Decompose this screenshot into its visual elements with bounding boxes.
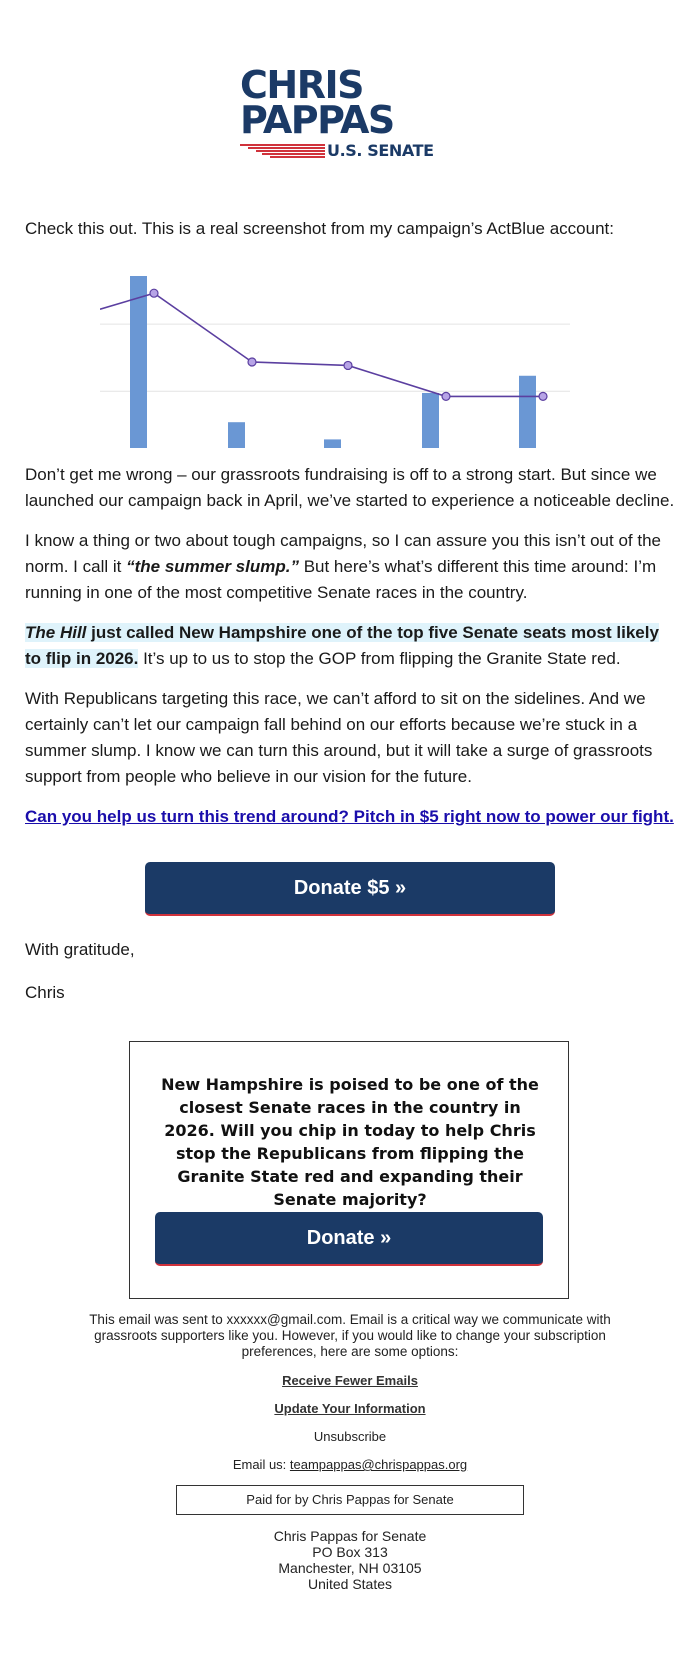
logo bbox=[0, 0, 687, 176]
email-body bbox=[25, 462, 675, 856]
mailing-address bbox=[0, 1528, 700, 1592]
logo-stripes bbox=[240, 144, 325, 158]
chart-point bbox=[150, 289, 158, 297]
address-line-2: PO Box 313 bbox=[312, 1544, 388, 1560]
address-line-3: Manchester, NH 03105 bbox=[278, 1560, 422, 1576]
footer bbox=[0, 1312, 700, 1592]
paid-for-disclaimer: Paid for by Chris Pappas for Senate bbox=[176, 1485, 524, 1515]
paragraph-3-text: It’s up to us to stop the GOP from flipping the Granite State red. bbox=[138, 649, 621, 668]
chart-point bbox=[539, 392, 547, 400]
chart-point bbox=[344, 361, 352, 369]
receive-fewer-emails-link[interactable]: Receive Fewer Emails bbox=[282, 1373, 418, 1388]
intro-text: Check this out. This is a real screenshot from my campaign’s ActBlue account: bbox=[25, 219, 614, 238]
unsubscribe-link[interactable]: Unsubscribe bbox=[313, 1429, 387, 1444]
logo-first-name: CHRIS bbox=[240, 63, 363, 107]
address-line-1: Chris Pappas for Senate bbox=[273, 1528, 427, 1544]
footer-note: This email was sent to xxxxxx@gmail.com. Email is a critical way we communicate with grassroots supporters like you. However, if you would like to change your subscription preferences, here are some options: bbox=[89, 1312, 611, 1359]
logo-last-name: PAPPAS bbox=[240, 98, 394, 142]
fundraising-chart bbox=[100, 274, 600, 450]
summer-slump-phrase: “the summer slump.” bbox=[126, 557, 299, 576]
signoff-name: Chris bbox=[25, 983, 65, 1002]
logo-senate: U.S. SENATE bbox=[327, 141, 434, 160]
update-information-link[interactable]: Update Your Information bbox=[274, 1401, 426, 1416]
chart-point bbox=[442, 392, 450, 400]
chart-bar bbox=[422, 393, 439, 448]
donate-box bbox=[129, 1041, 569, 1299]
donate-button[interactable]: Donate » bbox=[155, 1212, 543, 1266]
email-us-label: Email us: bbox=[232, 1457, 290, 1472]
chart-bar bbox=[519, 376, 536, 448]
email-us bbox=[0, 1457, 700, 1472]
chart-point bbox=[248, 358, 256, 366]
cta-link[interactable]: Can you help us turn this trend around? Pitch in $5 right now to power our fight. bbox=[25, 807, 674, 826]
donate-box-text: New Hampshire is poised to be one of the closest Senate races in the country in 2026. Will you chip in today to help Chris stop the Republicans from flipping the Granite State red and expanding their Senate majority? bbox=[161, 1075, 539, 1209]
paragraph-2-text: I know a thing or two about tough campaigns, so I can assure you this isn’t out of the norm. I call it bbox=[25, 531, 661, 576]
signoff-gratitude: With gratitude, bbox=[25, 940, 135, 959]
donate-5-button[interactable]: Donate $5 » bbox=[145, 862, 555, 916]
highlighted-claim: just called New Hampshire one of the top five Senate seats most likely to flip in 2026. bbox=[25, 623, 659, 668]
paragraph-4: With Republicans targeting this race, we can’t afford to sit on the sidelines. And we certainly can’t let our campaign fall behind on our efforts because we’re stuck in a summer slump. I know we can turn this around, but it will take a surge of grassroots support from people who believe in our vision for the future. bbox=[25, 689, 653, 786]
paragraph-2 bbox=[25, 528, 675, 606]
paragraph-2-text-end: But here’s what’s different this time around: I’m running in one of the most competitive Senate races in the country. bbox=[25, 557, 657, 602]
paragraph-1: Don’t get me wrong – our grassroots fundraising is off to a strong start. But since we launched our campaign back in April, we’ve started to experience a noticeable decline. bbox=[25, 465, 675, 510]
chart-bar bbox=[324, 439, 341, 448]
chart-line bbox=[100, 293, 543, 396]
email-link[interactable]: teampappas@chrispappas.org bbox=[289, 1457, 468, 1472]
paragraph-3 bbox=[25, 620, 675, 672]
address-line-4: United States bbox=[307, 1576, 393, 1592]
chart-bar bbox=[130, 276, 147, 448]
the-hill-source: The Hill bbox=[25, 623, 87, 642]
chart-bar bbox=[228, 422, 245, 448]
